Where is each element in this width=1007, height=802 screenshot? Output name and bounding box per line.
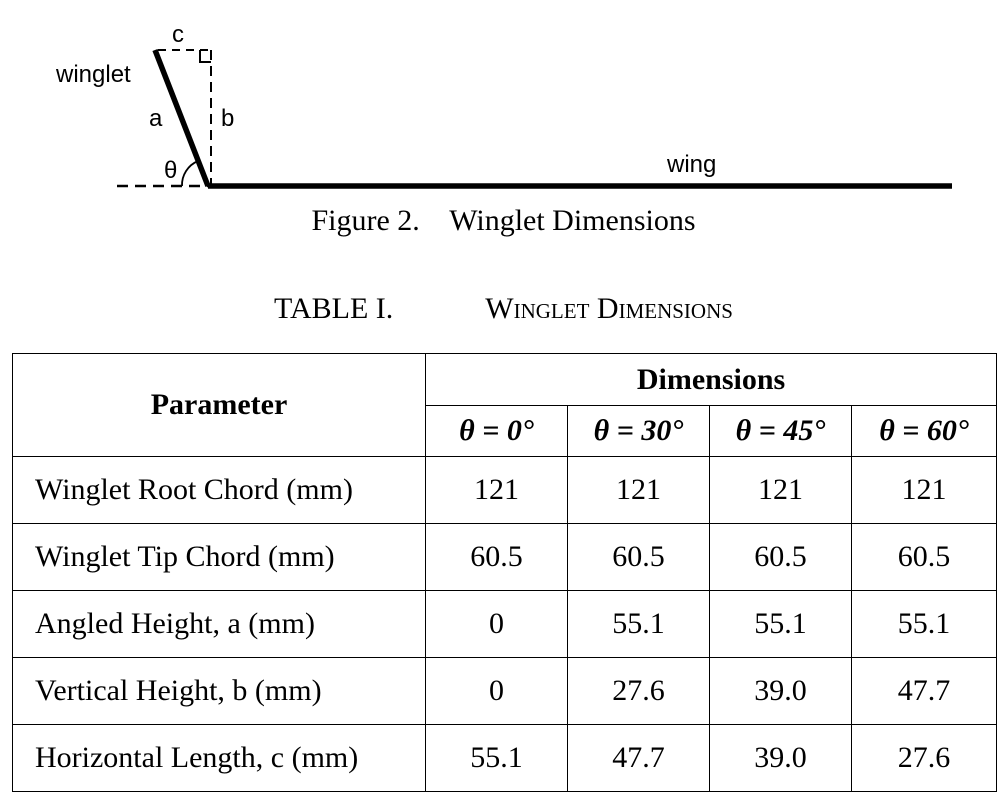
winglet-line xyxy=(155,50,208,186)
label-theta: θ xyxy=(164,157,178,184)
value-cell: 27.6 xyxy=(852,725,997,792)
table-row xyxy=(13,725,997,792)
value-cell: 121 xyxy=(852,457,997,524)
header-theta-45: θ = 45° xyxy=(710,406,852,457)
table-row xyxy=(13,457,997,524)
label-b: b xyxy=(221,105,235,132)
param-cell: Winglet Tip Chord (mm) xyxy=(13,524,426,591)
value-cell: 55.1 xyxy=(568,591,710,658)
label-winglet: winglet xyxy=(56,61,131,88)
table-caption-label: TABLE I. xyxy=(274,292,394,325)
label-c: c xyxy=(172,21,184,48)
figure-caption-title: Winglet Dimensions xyxy=(449,204,696,237)
table-row xyxy=(13,524,997,591)
param-cell: Angled Height, a (mm) xyxy=(13,591,426,658)
value-cell: 55.1 xyxy=(710,591,852,658)
param-cell: Vertical Height, b (mm) xyxy=(13,658,426,725)
right-angle-marker xyxy=(200,50,211,62)
value-cell: 60.5 xyxy=(710,524,852,591)
value-cell: 39.0 xyxy=(710,725,852,792)
header-theta-0: θ = 0° xyxy=(426,406,568,457)
header-theta-60: θ = 60° xyxy=(852,406,997,457)
value-cell: 27.6 xyxy=(568,658,710,725)
value-cell: 55.1 xyxy=(852,591,997,658)
value-cell: 60.5 xyxy=(426,524,568,591)
header-dimensions: Dimensions xyxy=(426,354,997,406)
value-cell: 121 xyxy=(710,457,852,524)
value-cell: 60.5 xyxy=(852,524,997,591)
table-caption-title: Winglet Dimensions xyxy=(485,292,733,325)
table-caption xyxy=(0,292,1007,326)
table-row xyxy=(13,591,997,658)
value-cell: 60.5 xyxy=(568,524,710,591)
value-cell: 121 xyxy=(426,457,568,524)
winglet-diagram xyxy=(0,0,1007,200)
label-a: a xyxy=(149,105,163,132)
label-wing: wing xyxy=(667,151,717,178)
value-cell: 39.0 xyxy=(710,658,852,725)
value-cell: 47.7 xyxy=(568,725,710,792)
value-cell: 47.7 xyxy=(852,658,997,725)
header-parameter: Parameter xyxy=(13,354,426,457)
param-cell: Horizontal Length, c (mm) xyxy=(13,725,426,792)
figure-caption-label: Figure 2. xyxy=(311,204,420,237)
value-cell: 0 xyxy=(426,658,568,725)
figure-caption xyxy=(0,204,1007,238)
winglet-dimensions-table xyxy=(12,353,997,792)
theta-arc xyxy=(182,161,198,186)
table-row xyxy=(13,658,997,725)
table-header-row xyxy=(13,354,997,406)
value-cell: 0 xyxy=(426,591,568,658)
value-cell: 55.1 xyxy=(426,725,568,792)
param-cell: Winglet Root Chord (mm) xyxy=(13,457,426,524)
value-cell: 121 xyxy=(568,457,710,524)
header-theta-30: θ = 30° xyxy=(568,406,710,457)
